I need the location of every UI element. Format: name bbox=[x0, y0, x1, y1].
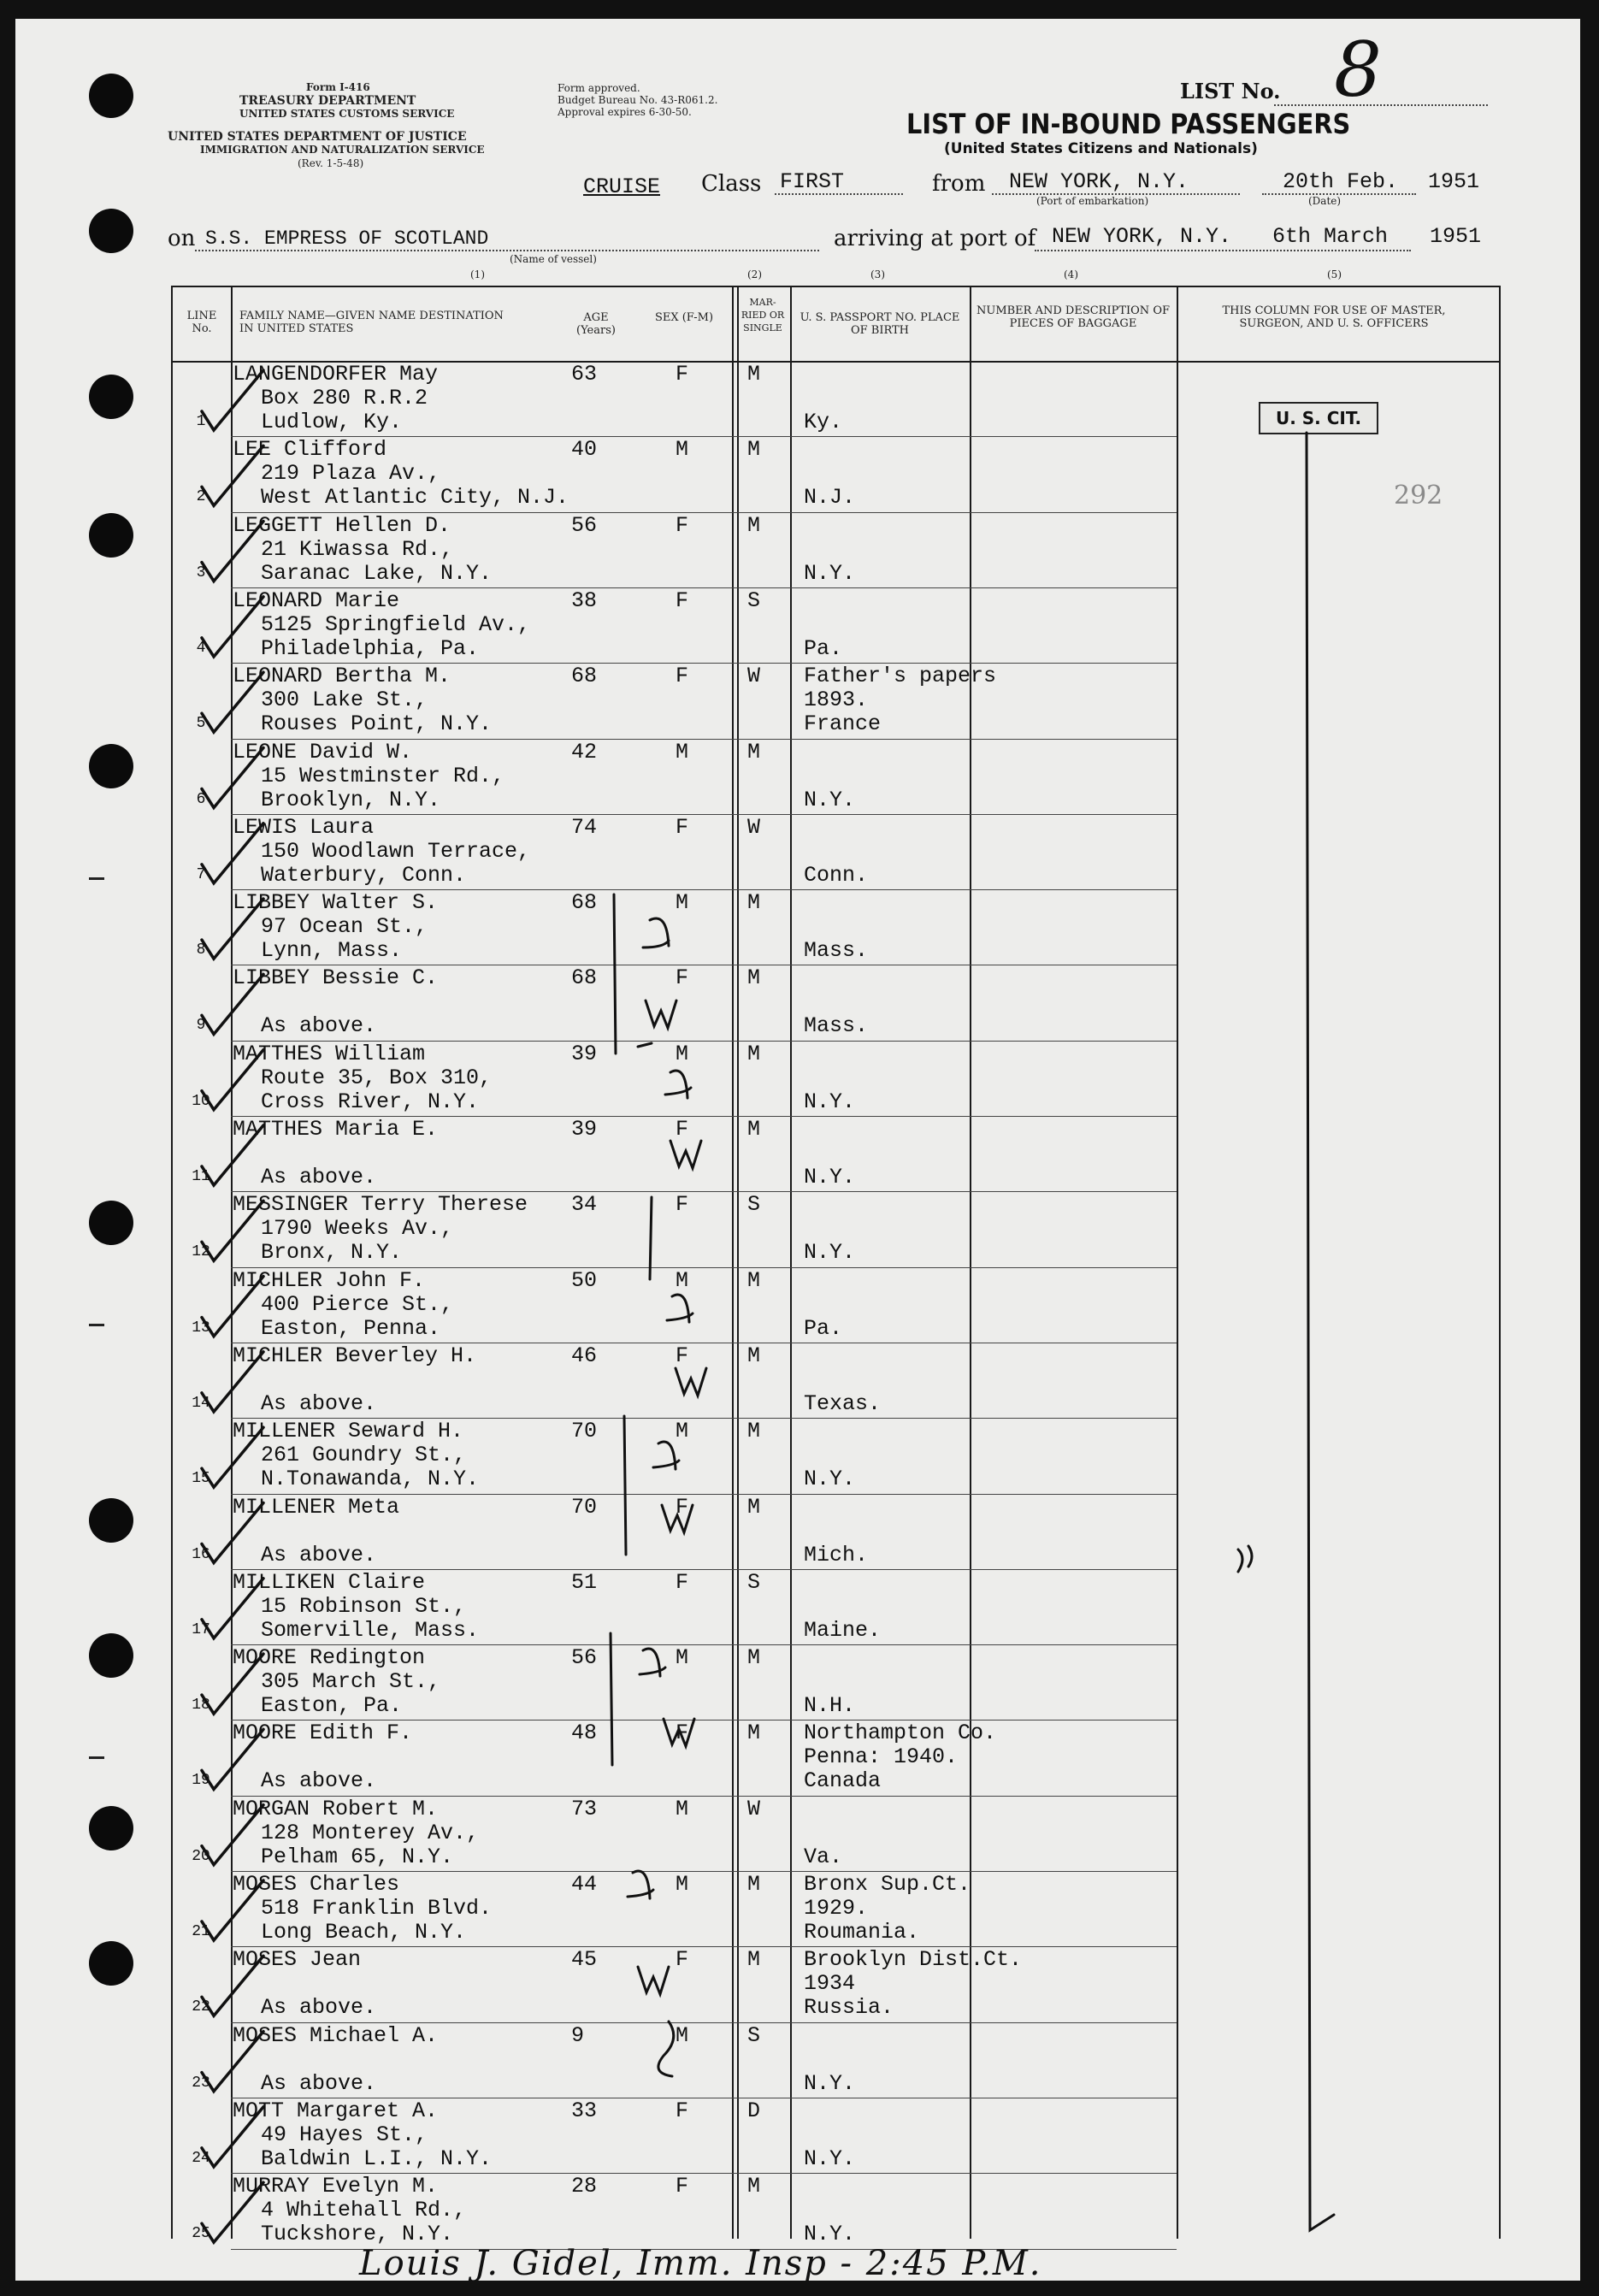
line-number: 4 bbox=[196, 639, 206, 657]
passenger-address: 5125 Springfield Av., bbox=[261, 611, 531, 637]
birthplace: N.Y. bbox=[804, 560, 856, 586]
passenger-age: 45 bbox=[571, 1947, 598, 1973]
passenger-name: MILLENER Seward H. bbox=[233, 1419, 464, 1444]
passenger-sex: F bbox=[676, 587, 689, 613]
list-title: LIST OF IN-BOUND PASSENGERS bbox=[906, 108, 1351, 140]
col-header-sex: SEX (F-M) bbox=[654, 311, 714, 324]
line-number: 2 bbox=[196, 488, 206, 506]
birthplace: N.Y. bbox=[804, 1089, 856, 1114]
check-mark bbox=[202, 2032, 263, 2092]
passport-info: Brooklyn Dist.Ct. bbox=[804, 1947, 1023, 1973]
check-mark bbox=[202, 1201, 263, 1260]
passenger-name: MOORE Redington bbox=[233, 1645, 426, 1671]
inspector-mark bbox=[653, 1442, 693, 1532]
passenger-marital-status: M bbox=[747, 1947, 761, 1973]
passenger-address: As above. bbox=[261, 2070, 377, 2096]
passenger-sex: M bbox=[676, 437, 689, 463]
col-header-officers: THIS COLUMN FOR USE OF MASTER, SURGEON, AND U. S. OFFICERS bbox=[1222, 304, 1446, 330]
passenger-marital-status: W bbox=[747, 1796, 761, 1821]
passenger-name: MOTT Margaret A. bbox=[233, 2098, 439, 2123]
passport-info: Northampton Co. bbox=[804, 1721, 997, 1746]
check-mark bbox=[202, 1805, 263, 1865]
passenger-address: 219 Plaza Av., bbox=[261, 461, 441, 487]
passenger-marital-status: M bbox=[747, 890, 761, 916]
passenger-name: LIBBEY Bessie C. bbox=[233, 965, 439, 991]
passenger-address: Waterbury, Conn. bbox=[261, 862, 467, 888]
passenger-address: 518 Franklin Blvd. bbox=[261, 1896, 493, 1921]
birthplace: N.H. bbox=[804, 1693, 856, 1719]
passenger-name: MURRAY Evelyn M. bbox=[233, 2174, 439, 2199]
col-header-name: FAMILY NAME—GIVEN NAME DESTINATION IN UNITED STATES bbox=[239, 310, 504, 335]
column-number: (1) bbox=[470, 269, 485, 280]
passport-info: 1929. bbox=[804, 1896, 869, 1921]
passenger-name: LEONARD Marie bbox=[233, 587, 400, 613]
passenger-age: 9 bbox=[571, 2022, 585, 2048]
passenger-age: 39 bbox=[571, 1041, 598, 1066]
check-mark bbox=[202, 1503, 263, 1563]
birthplace: N.Y. bbox=[804, 2222, 856, 2247]
passenger-sex: F bbox=[676, 2098, 689, 2123]
line-number: 14 bbox=[192, 1394, 210, 1412]
passenger-marital-status: M bbox=[747, 362, 761, 387]
approval-line: Approval expires 6-30-50. bbox=[558, 106, 692, 118]
col-header-baggage: NUMBER AND DESCRIPTION OF PIECES OF BAGGAGE bbox=[976, 304, 1170, 330]
line-number: 8 bbox=[196, 941, 206, 959]
inspector-mark bbox=[643, 918, 676, 1028]
passenger-marital-status: S bbox=[747, 1192, 761, 1218]
line-number: 17 bbox=[192, 1620, 210, 1638]
passport-info: Father's papers bbox=[804, 664, 997, 689]
passenger-address: 305 March St., bbox=[261, 1669, 441, 1695]
column-number: (5) bbox=[1327, 269, 1342, 280]
check-mark bbox=[202, 522, 263, 581]
birthplace: N.Y. bbox=[804, 2070, 856, 2096]
embark-year: 1951 bbox=[1428, 169, 1480, 194]
passenger-name: MATTHES William bbox=[233, 1041, 426, 1066]
passenger-address: Ludlow, Ky. bbox=[261, 410, 403, 434]
passenger-marital-status: M bbox=[747, 512, 761, 538]
officer-column-line bbox=[1307, 433, 1334, 2230]
birthplace: Conn. bbox=[804, 862, 869, 888]
date-caption: (Date) bbox=[1308, 195, 1342, 207]
on-label: on bbox=[168, 226, 196, 251]
passenger-age: 38 bbox=[571, 587, 598, 613]
passenger-sex: F bbox=[676, 362, 689, 387]
line-number: 19 bbox=[192, 1772, 210, 1790]
check-mark bbox=[202, 1579, 263, 1638]
embark-date: 20th Feb. bbox=[1283, 169, 1399, 194]
passenger-age: 33 bbox=[571, 2098, 598, 2123]
line-number: 20 bbox=[192, 1847, 210, 1865]
passenger-sex: F bbox=[676, 965, 689, 991]
birthplace: N.Y. bbox=[804, 787, 856, 812]
passenger-sex: M bbox=[676, 1796, 689, 1821]
birthplace: N.J. bbox=[804, 485, 856, 511]
from-label: from bbox=[932, 171, 986, 197]
birthplace: N.Y. bbox=[804, 1165, 856, 1189]
passenger-address: Rouses Point, N.Y. bbox=[261, 711, 493, 737]
passenger-name: LEONE David W. bbox=[233, 739, 413, 764]
check-mark bbox=[202, 672, 263, 732]
check-mark bbox=[202, 2107, 263, 2167]
customs-service: UNITED STATES CUSTOMS SERVICE bbox=[239, 108, 455, 120]
line-number: 15 bbox=[192, 1470, 210, 1488]
passenger-name: MOORE Edith F. bbox=[233, 1721, 413, 1746]
passenger-name: MICHLER Beverley H. bbox=[233, 1343, 477, 1368]
passenger-sex: F bbox=[676, 814, 689, 840]
passenger-marital-status: M bbox=[747, 1494, 761, 1520]
passenger-address: Route 35, Box 310, bbox=[261, 1065, 493, 1090]
passenger-age: 74 bbox=[571, 814, 598, 840]
birthplace: Texas. bbox=[804, 1390, 882, 1416]
passenger-address: As above. bbox=[261, 1995, 377, 2021]
line-number: 12 bbox=[192, 1243, 210, 1261]
passenger-sex: M bbox=[676, 1041, 689, 1066]
passenger-age: 50 bbox=[571, 1267, 598, 1293]
check-mark bbox=[202, 597, 263, 657]
birthplace: Canada bbox=[804, 1768, 882, 1794]
line-number: 23 bbox=[192, 2074, 210, 2092]
passenger-address: As above. bbox=[261, 1390, 377, 1416]
passenger-address: 15 Westminster Rd., bbox=[261, 763, 505, 788]
passenger-address: 21 Kiwassa Rd., bbox=[261, 536, 454, 562]
passenger-marital-status: M bbox=[747, 1343, 761, 1368]
passenger-age: 56 bbox=[571, 1645, 598, 1671]
check-mark bbox=[202, 1352, 263, 1412]
passenger-address: As above. bbox=[261, 1542, 377, 1567]
passenger-age: 68 bbox=[571, 890, 598, 916]
passenger-age: 34 bbox=[571, 1192, 598, 1218]
line-number: 9 bbox=[196, 1017, 206, 1035]
passenger-sex: M bbox=[676, 1419, 689, 1444]
passenger-address: West Atlantic City, N.J. bbox=[261, 485, 569, 511]
inspector-mark bbox=[665, 1071, 701, 1168]
cruise-label: CRUISE bbox=[583, 174, 661, 199]
passenger-age: 42 bbox=[571, 739, 598, 764]
check-mark bbox=[202, 974, 263, 1034]
line-number: 22 bbox=[192, 1998, 210, 2016]
passenger-age: 39 bbox=[571, 1117, 598, 1142]
passenger-address: 97 Ocean St., bbox=[261, 914, 428, 940]
passenger-address: Philadelphia, Pa. bbox=[261, 635, 480, 661]
birthplace: N.Y. bbox=[804, 1467, 856, 1492]
passenger-age: 51 bbox=[571, 1569, 598, 1595]
line-number: 13 bbox=[192, 1319, 210, 1337]
passenger-address: Lynn, Mass. bbox=[261, 938, 403, 964]
passenger-sex: F bbox=[676, 1117, 689, 1142]
passenger-address: 1790 Weeks Av., bbox=[261, 1216, 454, 1242]
passenger-marital-status: M bbox=[747, 1117, 761, 1142]
passenger-name: LEE Clifford bbox=[233, 437, 387, 463]
passenger-age: 48 bbox=[571, 1721, 598, 1746]
birthplace: Russia. bbox=[804, 1995, 894, 2021]
birthplace: Mass. bbox=[804, 1013, 869, 1039]
passenger-name: MICHLER John F. bbox=[233, 1267, 426, 1293]
list-no-label: LIST No. bbox=[1180, 79, 1281, 103]
col-header-passport: U. S. PASSPORT NO. PLACE OF BIRTH bbox=[800, 311, 960, 337]
passenger-name: LEONARD Bertha M. bbox=[233, 664, 451, 689]
passenger-sex: F bbox=[676, 1947, 689, 1973]
vessel-caption: (Name of vessel) bbox=[510, 253, 597, 265]
list-subtitle: (United States Citizens and Nationals) bbox=[944, 140, 1258, 157]
passenger-name: MOSES Charles bbox=[233, 1872, 400, 1897]
passenger-address: As above. bbox=[261, 1165, 377, 1189]
arrival-date: 6th March bbox=[1272, 224, 1389, 249]
class-label: Class bbox=[701, 171, 762, 197]
line-number: 5 bbox=[196, 715, 206, 733]
passenger-sex: F bbox=[676, 2174, 689, 2199]
passenger-sex: M bbox=[676, 2022, 689, 2048]
passport-info: Bronx Sup.Ct. bbox=[804, 1872, 971, 1897]
birthplace: France bbox=[804, 711, 882, 737]
passenger-address: 4 Whitehall Rd., bbox=[261, 2198, 467, 2223]
birthplace: Mass. bbox=[804, 938, 869, 964]
passenger-name: LIBBEY Walter S. bbox=[233, 890, 439, 916]
passenger-address: 300 Lake St., bbox=[261, 688, 428, 713]
birthplace: Pa. bbox=[804, 1315, 843, 1341]
check-mark bbox=[202, 823, 263, 883]
passenger-name: LEWIS Laura bbox=[233, 814, 375, 840]
bracket-mark bbox=[624, 1416, 626, 1555]
passenger-address: Brooklyn, N.Y. bbox=[261, 787, 441, 812]
passenger-address: Box 280 R.R.2 bbox=[261, 386, 428, 410]
approval-line: Budget Bureau No. 43-R061.2. bbox=[558, 94, 718, 106]
passport-info: 1934 bbox=[804, 1971, 856, 1997]
passenger-address: As above. bbox=[261, 1768, 377, 1794]
inspector-mark bbox=[658, 2022, 674, 2076]
passenger-age: 44 bbox=[571, 1872, 598, 1897]
passenger-age: 73 bbox=[571, 1796, 598, 1821]
treasury-department: TREASURY DEPARTMENT bbox=[239, 94, 416, 108]
passenger-age: 70 bbox=[571, 1419, 598, 1444]
line-number: 10 bbox=[192, 1092, 210, 1110]
line-number: 3 bbox=[196, 564, 206, 581]
passenger-marital-status: M bbox=[747, 739, 761, 764]
check-mark bbox=[202, 1880, 263, 1940]
passenger-age: 40 bbox=[571, 437, 598, 463]
embark-caption: (Port of embarkation) bbox=[1036, 195, 1149, 207]
inspector-mark bbox=[667, 1295, 706, 1396]
check-mark bbox=[202, 370, 263, 430]
arriving-label: arriving at port of bbox=[834, 226, 1036, 251]
column-number: (3) bbox=[870, 269, 885, 280]
passenger-name: MATTHES Maria E. bbox=[233, 1117, 439, 1142]
passenger-sex: M bbox=[676, 1267, 689, 1293]
line-number: 7 bbox=[196, 865, 206, 883]
passenger-sex: F bbox=[676, 1494, 689, 1520]
class-value: FIRST bbox=[780, 169, 845, 194]
department-of-justice: UNITED STATES DEPARTMENT OF JUSTICE bbox=[168, 130, 467, 144]
birthplace: Maine. bbox=[804, 1617, 882, 1643]
passenger-address: Long Beach, N.Y. bbox=[261, 1920, 467, 1945]
check-marks bbox=[202, 370, 263, 2242]
passenger-marital-status: S bbox=[747, 587, 761, 613]
passenger-age: 68 bbox=[571, 664, 598, 689]
passenger-address: 150 Woodlawn Terrace, bbox=[261, 838, 531, 864]
passenger-marital-status: D bbox=[747, 2098, 761, 2123]
inspector-mark bbox=[640, 1649, 694, 1746]
vessel-name: S.S. EMPRESS OF SCOTLAND bbox=[205, 227, 489, 250]
passenger-sex: F bbox=[676, 664, 689, 689]
passenger-address: Pelham 65, N.Y. bbox=[261, 1844, 454, 1869]
bracket-mark bbox=[614, 894, 616, 1054]
inspector-mark bbox=[1238, 1546, 1252, 1572]
passenger-age: 56 bbox=[571, 512, 598, 538]
passenger-marital-status: M bbox=[747, 1645, 761, 1671]
passenger-address: Cross River, N.Y. bbox=[261, 1089, 480, 1114]
passenger-address: 49 Hayes St., bbox=[261, 2122, 428, 2147]
approval-line: Form approved. bbox=[558, 82, 640, 94]
passenger-name: MILLENER Meta bbox=[233, 1494, 400, 1520]
passenger-name: MOSES Jean bbox=[233, 1947, 362, 1973]
line-number: 24 bbox=[192, 2149, 210, 2167]
passenger-name: LANGENDORFER May bbox=[233, 362, 439, 387]
passenger-address: As above. bbox=[261, 1013, 377, 1039]
passenger-sex: F bbox=[676, 1192, 689, 1218]
passenger-age: 63 bbox=[571, 362, 598, 387]
line-number: 21 bbox=[192, 1923, 210, 1940]
passenger-marital-status: M bbox=[747, 1267, 761, 1293]
check-mark bbox=[202, 1654, 263, 1714]
passenger-name: MOSES Michael A. bbox=[233, 2022, 439, 2048]
arrival-year: 1951 bbox=[1430, 224, 1482, 249]
passport-info: Penna: 1940. bbox=[804, 1744, 959, 1770]
check-mark bbox=[202, 446, 263, 505]
line-number: 11 bbox=[192, 1168, 210, 1185]
check-mark bbox=[202, 2182, 263, 2242]
passenger-marital-status: S bbox=[747, 2022, 761, 2048]
bracket-mark bbox=[650, 1197, 652, 1279]
birthplace: Pa. bbox=[804, 635, 843, 661]
birthplace: Ky. bbox=[804, 410, 843, 434]
birthplace: N.Y. bbox=[804, 1240, 856, 1266]
passenger-sex: F bbox=[676, 1569, 689, 1595]
passenger-marital-status: M bbox=[747, 1419, 761, 1444]
passenger-address: Tuckshore, N.Y. bbox=[261, 2222, 454, 2247]
passenger-address: N.Tonawanda, N.Y. bbox=[261, 1467, 480, 1492]
check-mark bbox=[202, 1956, 263, 2016]
line-number: 16 bbox=[192, 1545, 210, 1563]
line-number: 1 bbox=[196, 413, 206, 430]
passenger-marital-status: M bbox=[747, 965, 761, 991]
birthplace: Mich. bbox=[804, 1542, 869, 1567]
immigration-service: IMMIGRATION AND NATURALIZATION SERVICE bbox=[200, 144, 485, 156]
line-number: 25 bbox=[192, 2225, 210, 2243]
citizen-stamp: U. S. CIT. bbox=[1259, 402, 1378, 434]
arrival-port: NEW YORK, N.Y. bbox=[1052, 224, 1232, 249]
check-mark bbox=[202, 748, 263, 808]
passenger-name: LEGGETT Hellen D. bbox=[233, 512, 451, 538]
passenger-sex: M bbox=[676, 1645, 689, 1671]
line-number: 18 bbox=[192, 1697, 210, 1715]
column-number: (4) bbox=[1064, 269, 1078, 280]
passenger-address: Easton, Penna. bbox=[261, 1315, 441, 1341]
passenger-marital-status: M bbox=[747, 437, 761, 463]
passenger-name: MORGAN Robert M. bbox=[233, 1796, 439, 1821]
passenger-address: 400 Pierce St., bbox=[261, 1291, 454, 1317]
passenger-address: 261 Goundry St., bbox=[261, 1443, 467, 1468]
list-number: 8 bbox=[1334, 26, 1382, 114]
passenger-address: 128 Monterey Av., bbox=[261, 1820, 480, 1845]
passenger-address: Easton, Pa. bbox=[261, 1693, 403, 1719]
check-mark bbox=[202, 899, 263, 959]
passenger-age: 28 bbox=[571, 2174, 598, 2199]
bracket-mark bbox=[611, 1633, 612, 1765]
passenger-address: Somerville, Mass. bbox=[261, 1617, 480, 1643]
passenger-age: 68 bbox=[571, 965, 598, 991]
passenger-sex: M bbox=[676, 1872, 689, 1897]
embark-port: NEW YORK, N.Y. bbox=[1009, 169, 1189, 194]
passenger-address: Saranac Lake, N.Y. bbox=[261, 560, 493, 586]
passenger-sex: F bbox=[676, 512, 689, 538]
check-mark bbox=[202, 1729, 263, 1789]
column-number: (2) bbox=[747, 269, 762, 280]
passenger-marital-status: M bbox=[747, 1872, 761, 1897]
passport-info: 1893. bbox=[804, 688, 869, 713]
bracket-mark bbox=[638, 1043, 652, 1047]
passenger-marital-status: W bbox=[747, 814, 761, 840]
passenger-name: MESSINGER Terry Therese bbox=[233, 1192, 528, 1218]
inspector-mark bbox=[628, 1871, 669, 1994]
birthplace: N.Y. bbox=[804, 2145, 856, 2171]
passenger-sex: M bbox=[676, 890, 689, 916]
check-mark bbox=[202, 1277, 263, 1337]
passenger-sex: F bbox=[676, 1343, 689, 1368]
form-number: Form I-416 bbox=[306, 81, 370, 93]
passenger-address: 15 Robinson St., bbox=[261, 1593, 467, 1619]
col-header-line: LINE No. bbox=[186, 310, 217, 335]
col-header-age: AGE (Years) bbox=[576, 311, 616, 337]
col-header-married: MAR-RIED OR SINGLE bbox=[740, 297, 785, 333]
passenger-sex: M bbox=[676, 739, 689, 764]
passenger-marital-status: M bbox=[747, 1041, 761, 1066]
check-mark bbox=[202, 1427, 263, 1487]
page-number-stamp: 292 bbox=[1394, 481, 1443, 511]
birthplace: Va. bbox=[804, 1844, 843, 1869]
passenger-sex: F bbox=[676, 1721, 689, 1746]
passenger-age: 46 bbox=[571, 1343, 598, 1368]
passenger-name: MILLIKEN Claire bbox=[233, 1569, 426, 1595]
check-mark bbox=[202, 1125, 263, 1185]
passenger-age: 70 bbox=[571, 1494, 598, 1520]
passenger-marital-status: M bbox=[747, 2174, 761, 2199]
passenger-marital-status: W bbox=[747, 664, 761, 689]
passenger-marital-status: S bbox=[747, 1569, 761, 1595]
line-number: 6 bbox=[196, 790, 206, 808]
passenger-address: Baldwin L.I., N.Y. bbox=[261, 2145, 493, 2171]
birthplace: Roumania. bbox=[804, 1920, 920, 1945]
check-mark bbox=[202, 1050, 263, 1110]
passenger-marital-status: M bbox=[747, 1721, 761, 1746]
form-revision: (Rev. 1-5-48) bbox=[298, 157, 364, 169]
passenger-address: Bronx, N.Y. bbox=[261, 1240, 403, 1266]
inspector-signature: Louis J. Gidel, Imm. Insp - 2:45 P.M. bbox=[359, 2244, 1042, 2283]
